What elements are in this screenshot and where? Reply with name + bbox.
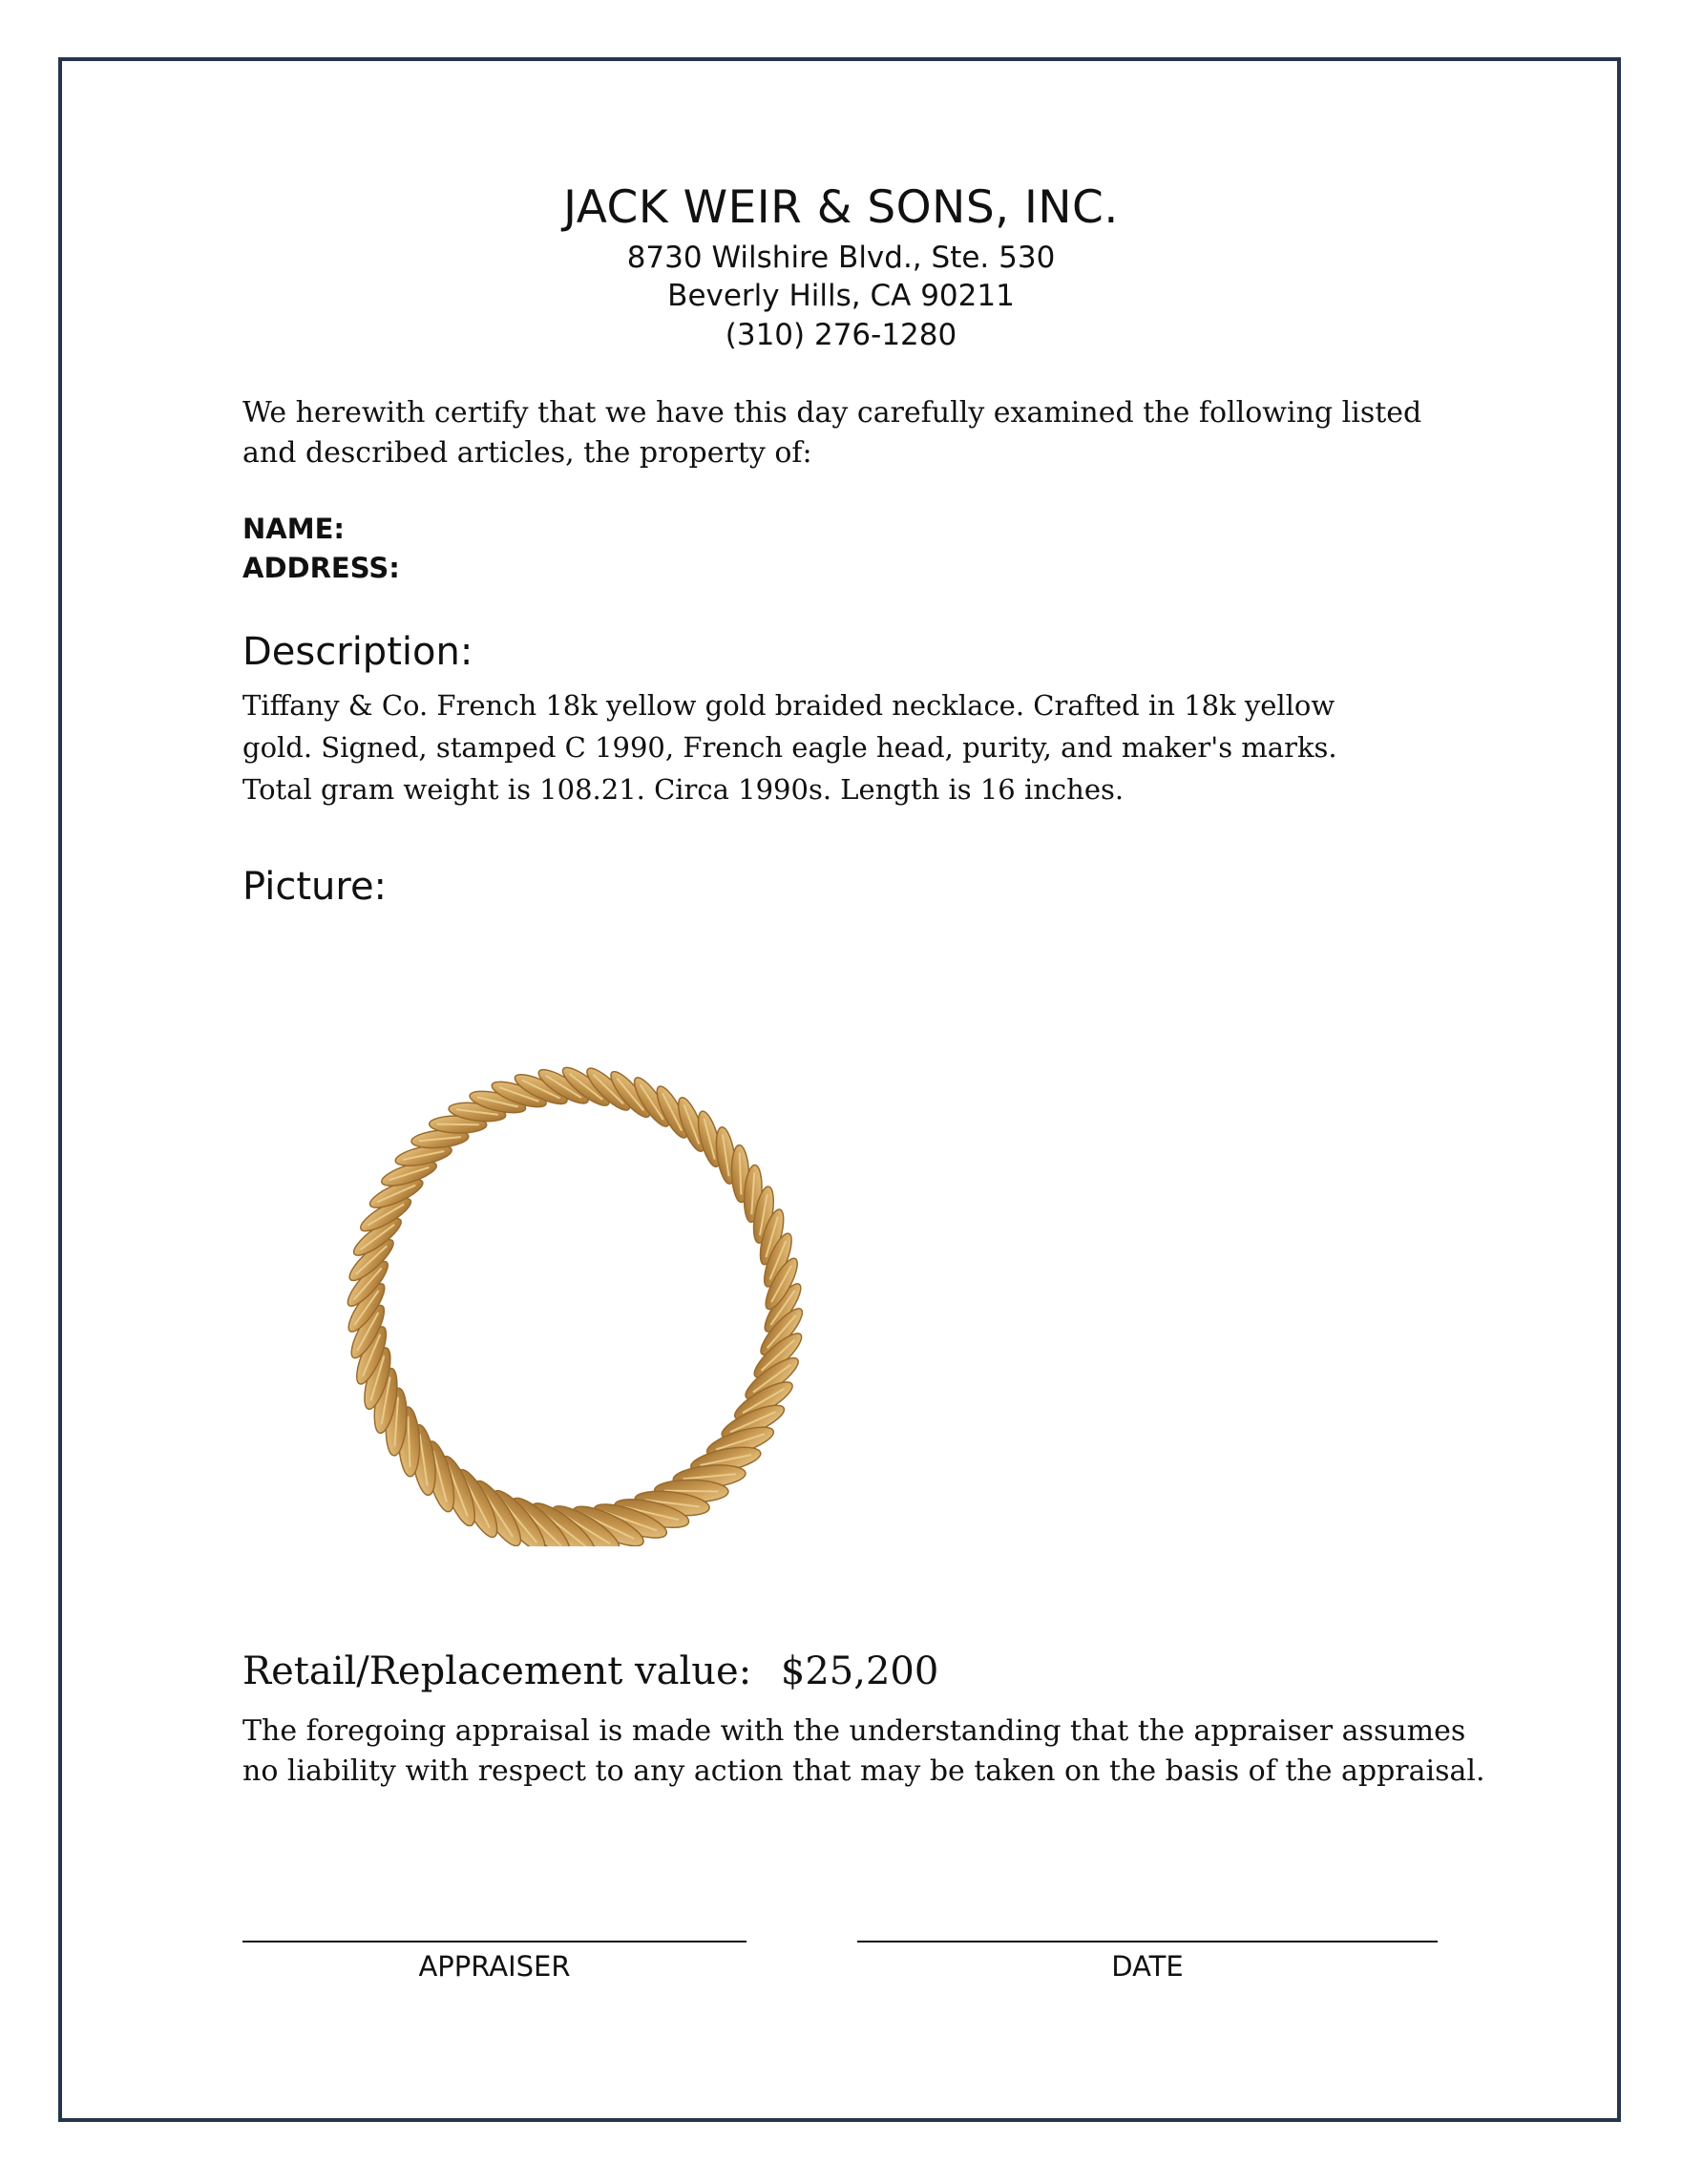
picture-heading: Picture: bbox=[242, 865, 388, 909]
appraiser-label: APPRAISER bbox=[418, 1950, 571, 1983]
date-label: DATE bbox=[1111, 1950, 1184, 1983]
gold-braided-necklace-icon bbox=[325, 1050, 821, 1546]
appraiser-signature-line bbox=[242, 1941, 746, 1942]
company-name: JACK WEIR & SONS, INC. bbox=[563, 181, 1119, 234]
certification-intro: We herewith certify that we have this day carefully examined the following listed and described articles, the property of: bbox=[242, 396, 1422, 470]
description-heading: Description: bbox=[242, 630, 473, 674]
owner-name-label: NAME: bbox=[242, 513, 345, 545]
liability-disclaimer: The foregoing appraisal is made with the understanding that the appraiser assumes no liability with respect to any action that may be taken on the basis of the appraisal. bbox=[242, 1714, 1485, 1788]
necklace-link-highlight bbox=[437, 1124, 479, 1125]
necklace-photo bbox=[325, 1050, 821, 1546]
company-city-state-zip: Beverly Hills, CA 90211 bbox=[667, 279, 1015, 313]
owner-address-label: ADDRESS: bbox=[242, 552, 400, 584]
company-phone: (310) 276-1280 bbox=[725, 318, 957, 352]
retail-value-line bbox=[242, 1649, 1483, 1693]
document-border bbox=[58, 57, 1621, 2122]
retail-value-label: Retail/Replacement value: bbox=[242, 1649, 752, 1693]
description-text: Tiffany & Co. French 18k yellow gold braided necklace. Crafted in 18k yellow gold. Signed, stamped C 1990, French eagle head, purity, and maker's marks. Total gram weight is 108.21. Circa 1990s. Length is 16 inches. bbox=[242, 689, 1337, 806]
retail-value-amount: $25,200 bbox=[780, 1649, 939, 1693]
date-signature-line bbox=[857, 1941, 1438, 1942]
company-street-address: 8730 Wilshire Blvd., Ste. 530 bbox=[626, 241, 1056, 275]
necklace-link-highlight bbox=[664, 1491, 719, 1492]
